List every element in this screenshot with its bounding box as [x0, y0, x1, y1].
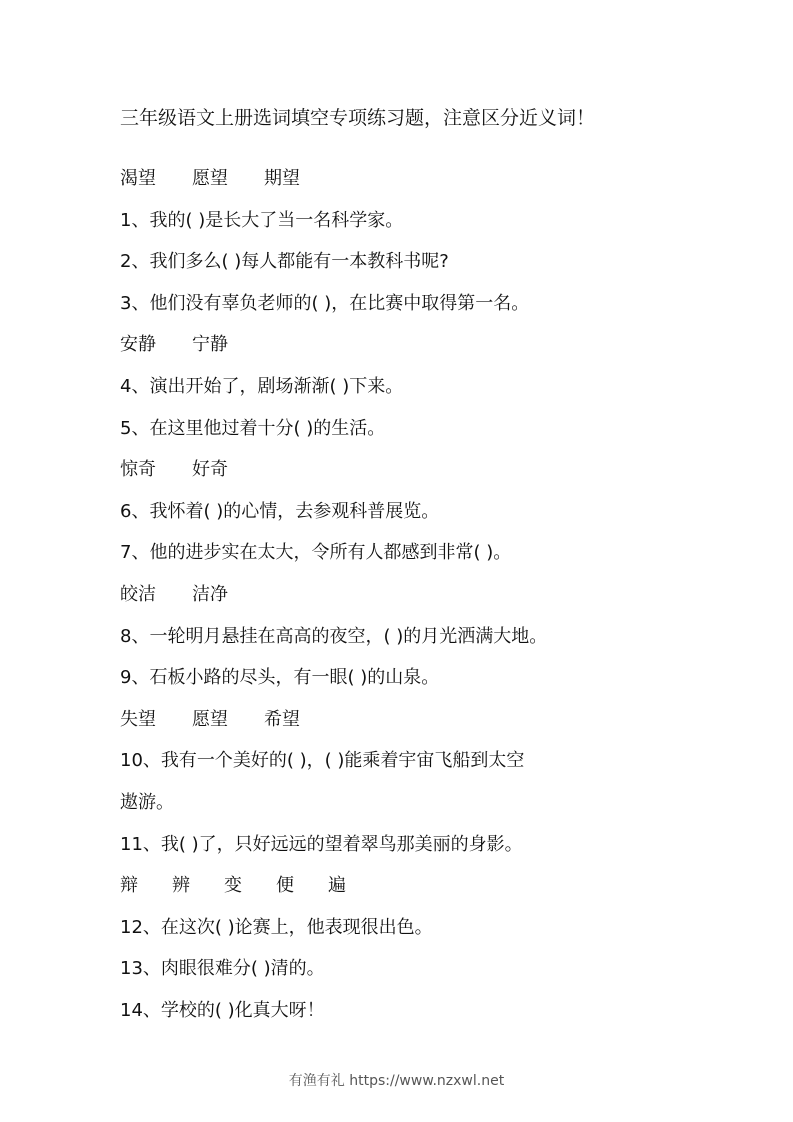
- question-13: 13、肉眼很难分( )清的。: [120, 958, 325, 980]
- word-choice: 愿望: [192, 168, 228, 189]
- exercise-content: [120, 158, 680, 1031]
- question-10: 10、我有一个美好的( )，( )能乘着宇宙飞船到太空: [120, 750, 525, 772]
- word-choices-5: [120, 699, 680, 741]
- word-choice: 皎洁: [120, 583, 156, 605]
- word-choice: 惊奇: [120, 459, 156, 481]
- word-choice: 宁静: [192, 334, 228, 356]
- question-8: 8、一轮明月悬挂在高高的夜空，( )的月光洒满大地。: [120, 625, 548, 647]
- question-6: 6、我怀着( )的心情，去参观科普展览。: [120, 500, 440, 522]
- word-choice: 安静: [120, 334, 156, 356]
- word-choice: 辨: [172, 875, 190, 897]
- page-title: 三年级语文上册选词填空专项练习题，注意区分近义词！: [120, 107, 596, 129]
- question-1: 1、我的( )是长大了当一名科学家。: [120, 209, 404, 231]
- question-10-continued: 遨游。: [120, 791, 174, 813]
- question-12: 12、在这次( )论赛上，他表现很出色。: [120, 916, 433, 938]
- question-3: 3、他们没有辜负老师的( )，在比赛中取得第一名。: [120, 292, 530, 314]
- word-choice: 变: [224, 875, 242, 897]
- question-11: 11、我( )了，只好远远的望着翠鸟那美丽的身影。: [120, 833, 523, 855]
- question-2: 2、我们多么( )每人都能有一本教科书呢?: [120, 251, 449, 273]
- word-choice: 期望: [264, 168, 300, 189]
- word-choice: 遍: [328, 875, 346, 897]
- word-choice: 便: [276, 875, 294, 897]
- question-7: 7、他的进步实在太大，令所有人都感到非常( )。: [120, 542, 512, 564]
- question-9: 9、石板小路的尽头，有一眼( )的山泉。: [120, 667, 440, 689]
- word-choices-6: [120, 865, 680, 907]
- question-5: 5、在这里他过着十分( )的生活。: [120, 417, 386, 439]
- question-14: 14、学校的( )化真大呀！: [120, 999, 325, 1021]
- word-choice: 辩: [120, 875, 138, 897]
- word-choice: 洁净: [192, 583, 228, 605]
- page-footer: 有渔有礼 https://www.nzxwl.net: [288, 1073, 505, 1089]
- word-choices-2: [120, 324, 680, 366]
- word-choices-1: [120, 158, 680, 200]
- word-choices-4: [120, 574, 680, 616]
- word-choice: 希望: [264, 708, 300, 730]
- word-choice: 失望: [120, 708, 156, 730]
- word-choice: 愿望: [192, 708, 228, 730]
- word-choice: 好奇: [192, 459, 228, 481]
- word-choices-3: [120, 449, 680, 491]
- word-choice: 渴望: [120, 168, 156, 189]
- question-4: 4、演出开始了，剧场渐渐( )下来。: [120, 375, 404, 397]
